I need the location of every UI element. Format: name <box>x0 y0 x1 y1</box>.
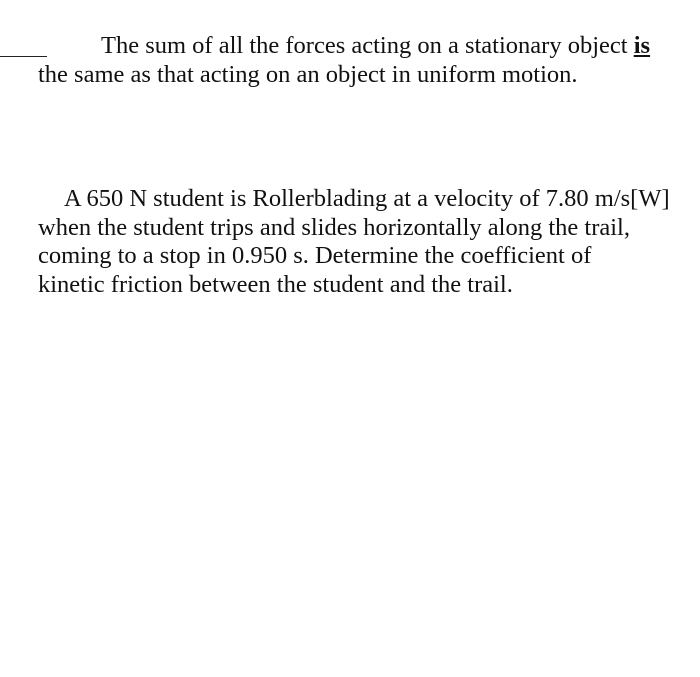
question-2-line-1: A 650 N student is Rollerblading at a velocity of 7.80 m/s[W] <box>64 185 670 212</box>
question-2 <box>38 185 698 299</box>
question-2-line-2: when the student trips and slides horizontally along the trail, <box>38 213 630 241</box>
question-1-emphasis: is <box>633 32 651 59</box>
question-1 <box>38 31 690 89</box>
question-1-line-1: The sum of all the forces acting on a stationary object <box>101 32 628 59</box>
question-2-line-4: kinetic friction between the student and the trail. <box>38 270 513 298</box>
question-2-line-3: coming to a stop in 0.950 s. Determine the coefficient of <box>38 242 592 269</box>
question-1-line-2: the same as that acting on an object in uniform motion. <box>38 61 578 88</box>
